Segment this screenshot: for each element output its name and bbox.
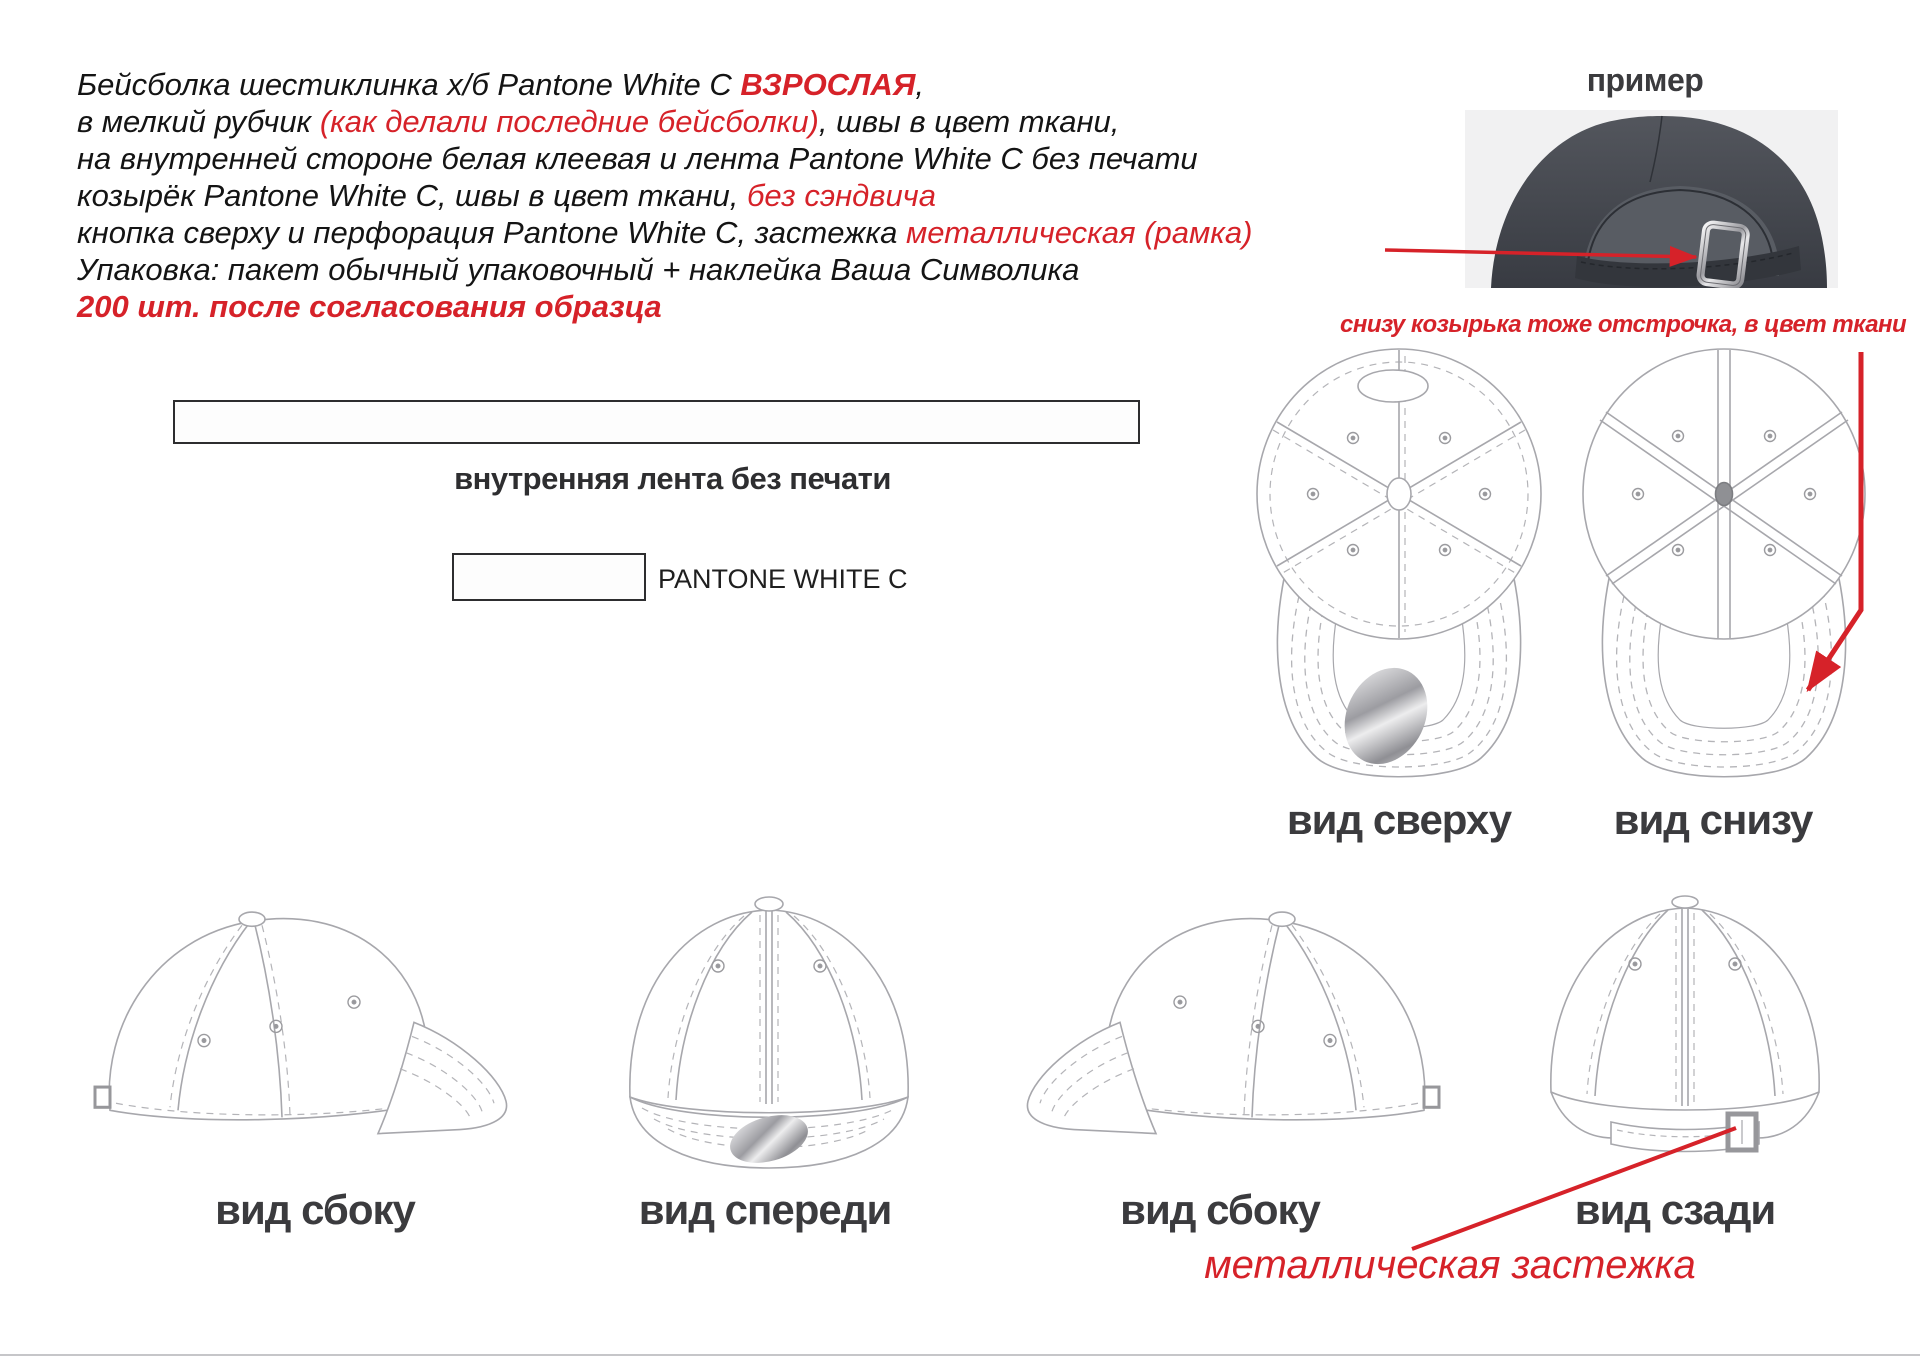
crown-outline bbox=[630, 910, 908, 1113]
crown-outline bbox=[1551, 908, 1819, 1110]
spec-line-2-highlight: (как делали последние бейсболки) bbox=[319, 104, 819, 139]
cap-drawing-bottom-view bbox=[1580, 346, 1868, 786]
cap-drawing-side-view-2 bbox=[1002, 903, 1442, 1171]
crown-outline bbox=[109, 919, 427, 1120]
visor-stitch-annotation: снизу козырька тоже отстрочка, в цвет ткани bbox=[1340, 311, 1907, 338]
spec-line-6-text: Упаковка: пакет обычный упаковочный + наклейка Ваша Символика bbox=[77, 252, 1080, 287]
spec-line-6 bbox=[77, 251, 1407, 288]
top-button bbox=[1387, 478, 1411, 510]
view-label-side-left: вид сбоку bbox=[215, 1186, 415, 1233]
cap-drawing-front-view bbox=[612, 892, 927, 1174]
spec-line-1-text: Бейсболка шестиклинка х/б Pantone White C bbox=[77, 67, 741, 102]
top-button bbox=[755, 897, 783, 911]
cap-drawing-top-view bbox=[1253, 346, 1545, 786]
spec-line-1-tail: , bbox=[915, 67, 924, 102]
view-label-side-right: вид сбоку bbox=[1120, 1186, 1320, 1233]
spec-line-4 bbox=[77, 177, 1407, 214]
cap-drawing-back-view bbox=[1535, 892, 1835, 1174]
inner-band-label: внутренняя лента без печати bbox=[454, 461, 891, 496]
crown-outline bbox=[1107, 919, 1425, 1120]
spec-line-7-text: 200 шт. после согласования образца bbox=[77, 289, 662, 324]
spec-line-7 bbox=[77, 288, 1407, 325]
spec-line-2-tail: , швы в цвет ткани, bbox=[818, 104, 1120, 139]
view-label-bottom: вид снизу bbox=[1613, 796, 1813, 843]
top-button bbox=[1269, 912, 1295, 926]
spec-line-5 bbox=[77, 214, 1407, 251]
spec-line-5-text: кнопка сверху и перфорация Pantone White C, застежка bbox=[77, 215, 906, 250]
top-button bbox=[1672, 896, 1698, 908]
page-bottom-edge bbox=[0, 1354, 1920, 1356]
cap-drawing-side-view-1 bbox=[92, 903, 532, 1171]
spec-line-2 bbox=[77, 103, 1407, 140]
example-photo-label: пример bbox=[1586, 62, 1704, 98]
spec-line-2-text: в мелкий рубчик bbox=[77, 104, 320, 139]
top-button bbox=[239, 912, 265, 926]
spec-line-1 bbox=[77, 66, 1407, 103]
spec-line-1-highlight: ВЗРОСЛАЯ bbox=[740, 67, 916, 102]
spec-line-3 bbox=[77, 140, 1407, 177]
view-label-front: вид спереди bbox=[638, 1186, 892, 1233]
back-buckle bbox=[1424, 1087, 1439, 1107]
view-label-back: вид сзади bbox=[1574, 1186, 1776, 1233]
top-vent bbox=[1358, 370, 1428, 402]
spec-line-3-text: на внутренней стороне белая клеевая и лента Pantone White C без печати bbox=[77, 141, 1198, 176]
button-inside bbox=[1716, 483, 1733, 506]
metal-buckle-annotation: металлическая застежка bbox=[1204, 1243, 1696, 1287]
spec-line-4-highlight: без сэндвича bbox=[746, 178, 936, 213]
inner-band-rectangle bbox=[173, 400, 1140, 444]
pantone-swatch-label: PANTONE WHITE C bbox=[658, 564, 908, 594]
example-cap-photo bbox=[1465, 110, 1838, 288]
spec-line-5-highlight: металлическая (рамка) bbox=[905, 215, 1253, 250]
spec-text-block bbox=[77, 66, 1407, 325]
view-label-top: вид сверху bbox=[1286, 796, 1512, 843]
back-buckle bbox=[95, 1087, 110, 1107]
spec-line-4-text: козырёк Pantone White C, швы в цвет ткани, bbox=[77, 178, 747, 213]
pantone-swatch-rectangle bbox=[452, 553, 646, 601]
